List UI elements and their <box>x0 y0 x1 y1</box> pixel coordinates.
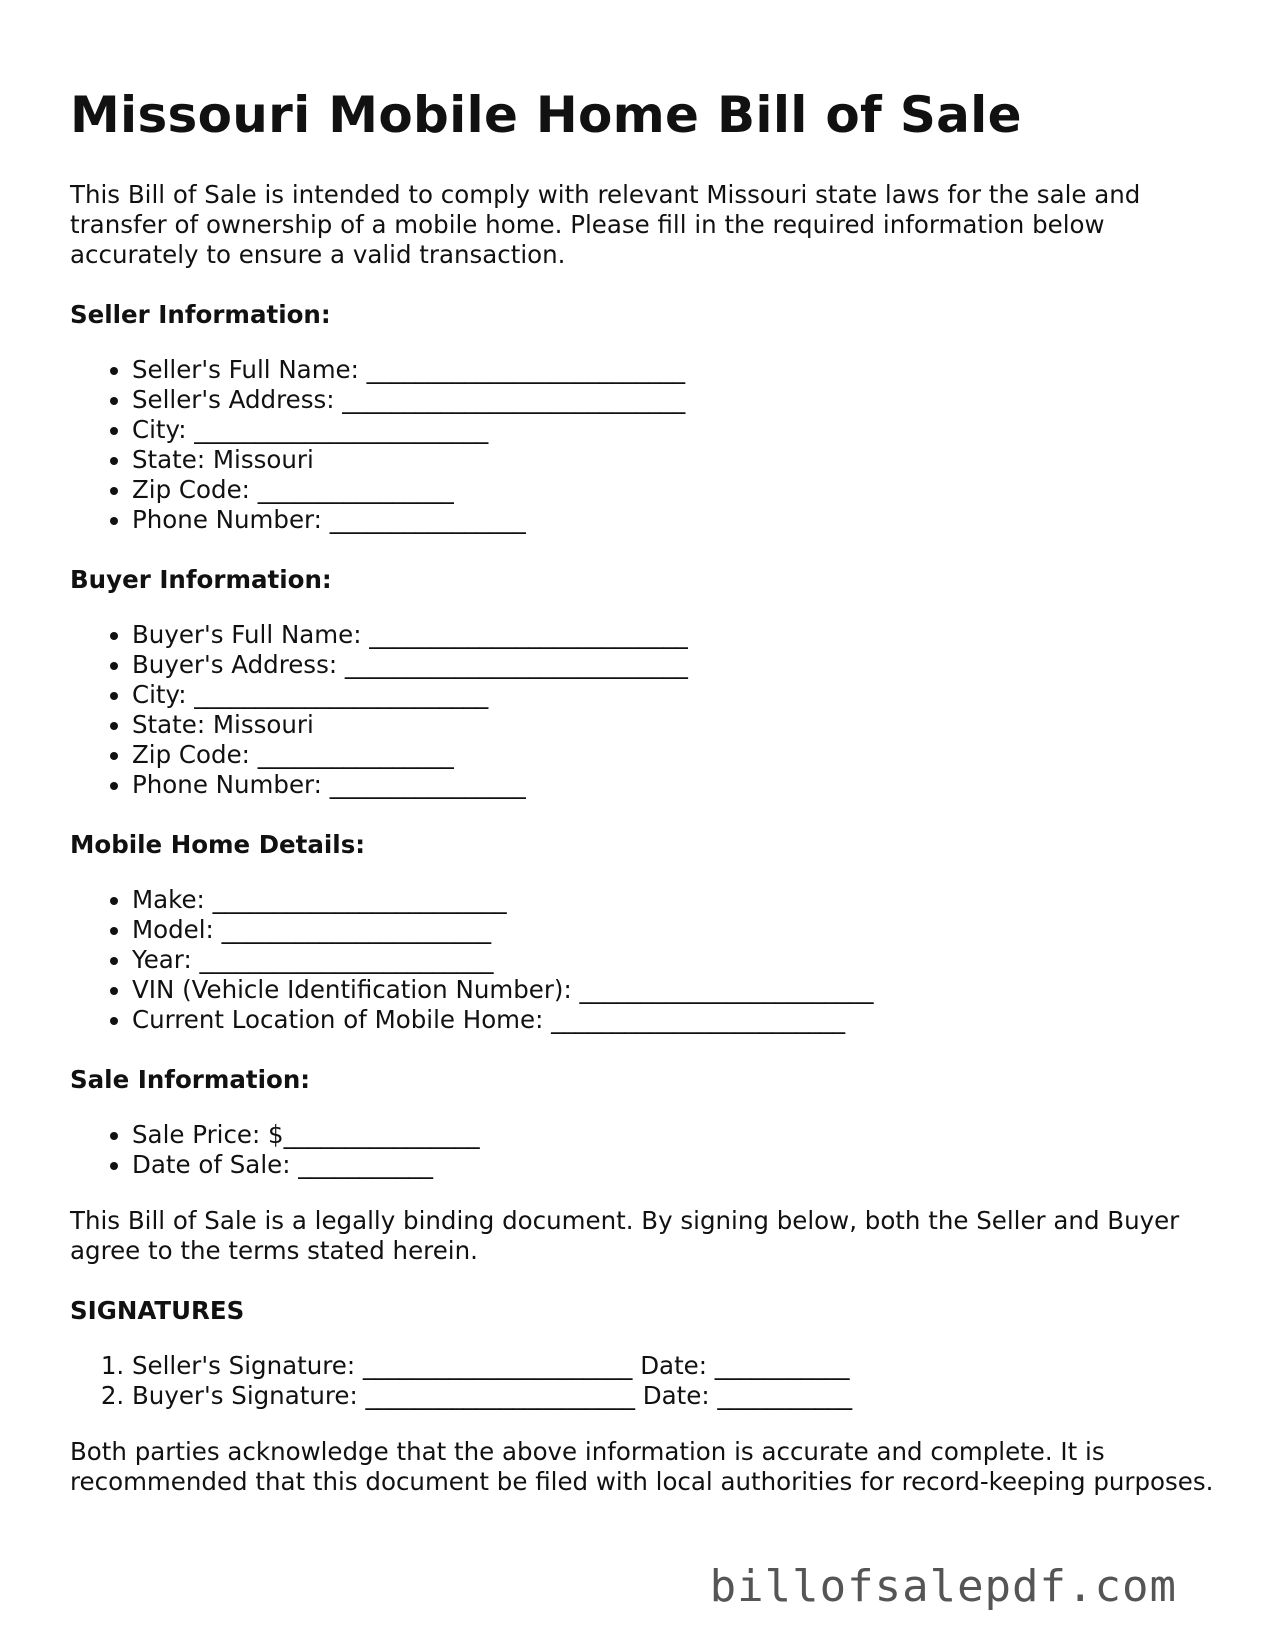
home-location-field: • Current Location of Mobile Home: ________________________ <box>132 1005 1220 1035</box>
seller-name-field: • Seller's Full Name: __________________________ <box>132 355 1220 385</box>
document-title: Missouri Mobile Home Bill of Sale <box>70 86 1022 144</box>
buyer-phone-field: • Phone Number: ________________ <box>132 770 1220 800</box>
binding-paragraph: This Bill of Sale is a legally binding document. By signing below, both the Seller and Buyer agree to the terms stated herein. <box>70 1206 1180 1265</box>
home-vin-field: • VIN (Vehicle Identification Number): ________________________ <box>132 975 1220 1005</box>
buyer-state-field: • State: Missouri <box>132 710 1220 740</box>
seller-info-list <box>70 355 1220 535</box>
home-year-field: • Year: ________________________ <box>132 945 1220 975</box>
buyer-info-list <box>70 620 1220 800</box>
sale-section-heading: Sale Information: <box>70 1065 311 1094</box>
seller-section-heading: Seller Information: <box>70 300 331 329</box>
document-page <box>70 84 1220 1497</box>
buyer-section-heading: Buyer Information: <box>70 565 332 594</box>
buyer-signature-line: 2. Buyer's Signature: ______________________ Date: ___________ <box>132 1381 1220 1411</box>
seller-zip-field: • Zip Code: ________________ <box>132 475 1220 505</box>
sale-date-field: • Date of Sale: ___________ <box>132 1150 1220 1180</box>
seller-address-field: • Seller's Address: ____________________________ <box>132 385 1220 415</box>
signatures-heading: SIGNATURES <box>70 1296 245 1325</box>
seller-phone-field: • Phone Number: ________________ <box>132 505 1220 535</box>
home-model-field: • Model: ______________________ <box>132 915 1220 945</box>
intro-paragraph: This Bill of Sale is intended to comply with relevant Missouri state laws for the sale and transfer of ownership of a mobile home. Please fill in the required information below accurately to ensure a valid transaction. <box>70 180 1141 269</box>
seller-signature-line: 1. Seller's Signature: ______________________ Date: ___________ <box>132 1351 1220 1381</box>
home-section-heading: Mobile Home Details: <box>70 830 366 859</box>
buyer-name-field: • Buyer's Full Name: __________________________ <box>132 620 1220 650</box>
sale-info-list <box>70 1120 1220 1180</box>
home-details-list <box>70 885 1220 1035</box>
seller-state-field: • State: Missouri <box>132 445 1220 475</box>
home-make-field: • Make: ________________________ <box>132 885 1220 915</box>
seller-city-field: • City: ________________________ <box>132 415 1220 445</box>
buyer-address-field: • Buyer's Address: ____________________________ <box>132 650 1220 680</box>
site-watermark: billofsalepdf.com <box>709 1561 1177 1612</box>
buyer-zip-field: • Zip Code: ________________ <box>132 740 1220 770</box>
sale-price-field: • Sale Price: $________________ <box>132 1120 1220 1150</box>
signatures-list <box>70 1351 1220 1411</box>
buyer-city-field: • City: ________________________ <box>132 680 1220 710</box>
acknowledgment-paragraph: Both parties acknowledge that the above information is accurate and complete. It is recommended that this document be filed with local authorities for record-keeping purposes. <box>70 1437 1214 1496</box>
